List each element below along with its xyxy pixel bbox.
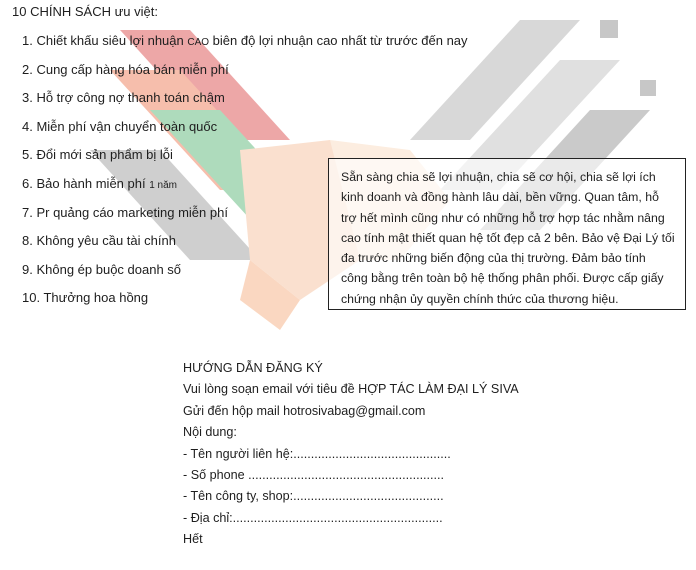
policy-item-text: 4. Miễn phí vận chuyển toàn quốc [22, 118, 218, 134]
policy-item-text: 6. Bảo hành miễn phí [22, 175, 150, 191]
registration-guide [183, 360, 519, 553]
policy-item [22, 62, 468, 91]
policy-item-text: 5. Đổi mới sản phẩm bị lỗi [22, 147, 173, 163]
policy-item-text: 3. Hỗ trợ công nợ thanh toán chậm [22, 90, 225, 106]
policy-item-text: 2. Cung cấp hàng hóa bán miễn phí [22, 61, 229, 77]
policy-item [22, 90, 468, 119]
policy-item-text: 9. Không ép buộc doanh số [22, 261, 182, 277]
registration-heading: HƯỚNG DẪN ĐĂNG KÝ [183, 361, 323, 375]
commitment-text: Sẵn sàng chia sẽ lợi nhuận, chia sẽ cơ hội, chia sẽ lợi ích kinh doanh và đồng hành lâu dài, bền vững. Quan tâm, hỗ trợ hết mình cũng như có những hỗ trợ hợp tác nhằm nâng cao tính mật thiết quan hệ tốt đẹp cả 2 bên. Bảo vệ Đại Lý tối đa trước những biến động của thị trường. Đảm bảo tính công bằng trên toàn bộ hệ thống phân phối. Được cấp giấy chứng nhận ủy quyền chính thức của thương hiệu. [341, 170, 675, 306]
policy-item-text: 7. Pr quảng cáo marketing miễn phí [22, 204, 228, 220]
policy-item-text: 1. Chiết khấu siêu lợi nhuận [22, 33, 188, 48]
policy-title: 10 CHÍNH SÁCH ưu việt: [12, 4, 158, 19]
registration-email-address: Gửi đến hộp mail hotrosivabag@gmail.com [183, 403, 426, 418]
registration-email-subject: Vui lòng soạn email với tiêu đề HỢP TÁC LÀM ĐẠI LÝ SIVA [183, 382, 519, 397]
registration-field-company: - Tên công ty, shop:........................................... [183, 489, 444, 504]
policy-item-text: 8. Không yêu cầu tài chính [22, 233, 176, 249]
policy-item-small: 1 năm [149, 179, 177, 191]
registration-field-phone: - Số phone ........................................................ [183, 467, 445, 482]
policy-item [22, 119, 468, 148]
policy-item-text: 10. Thưởng hoa hồng [22, 290, 149, 306]
registration-field-address: - Địa chỉ:............................................................ [183, 510, 443, 525]
commitment-box [328, 158, 686, 310]
policy-item-rest: biên độ lợi nhuận cao nhất từ trước đến nay [209, 33, 468, 48]
policy-item [22, 33, 468, 62]
registration-content-label: Nội dung: [183, 425, 237, 440]
policy-item-small: CAO [187, 37, 210, 48]
registration-field-contact-name: - Tên người liên hệ:............................................. [183, 446, 451, 461]
registration-end: Hết [183, 532, 203, 547]
